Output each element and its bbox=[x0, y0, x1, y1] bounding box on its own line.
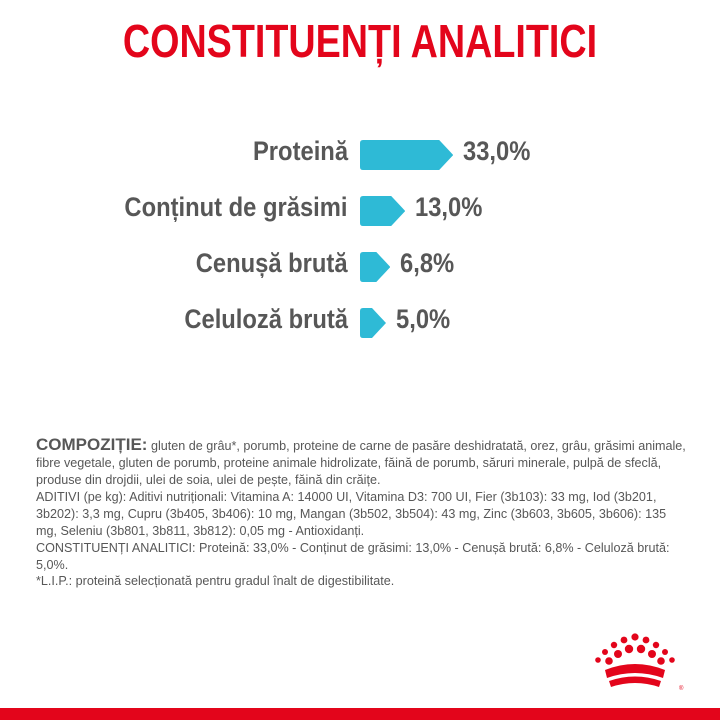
chart-category-label: Conținut de grăsimi bbox=[124, 192, 348, 222]
composition-analytical: CONSTITUENȚI ANALITICI: Proteină: 33,0% - Conținut de grăsimi: 13,0% - Cenușă brută: 6,8% - Celuloză brută: 5,0%. bbox=[36, 541, 670, 572]
chart-category-label: Celuloză brută bbox=[184, 304, 348, 334]
chart-row bbox=[0, 136, 720, 172]
chart-bar bbox=[360, 196, 405, 226]
chart-bar bbox=[360, 252, 390, 282]
chart-value-label: 13,0% bbox=[415, 192, 483, 222]
footnote: *L.I.P.: proteină selecționată pentru gradul înalt de digestibilitate. bbox=[36, 574, 395, 588]
composition-ingredients: gluten de grâu*, porumb, proteine de carne de pasăre deshidratată, orez, grâu, grăsimi animale, fibre vegetale, gluten de porumb, proteine animale hidrolizate, făină de porumb, săruri minerale, pulpă de sfeclă, produse din drojdii, ulei de soia, ulei de pește, făină din crăițe. bbox=[36, 439, 686, 487]
chart-category-label: Cenușă brută bbox=[196, 248, 348, 278]
chart-value-label: 33,0% bbox=[463, 136, 531, 166]
chart-bar-shape bbox=[360, 140, 453, 170]
composition-additives: ADITIVI (pe kg): Aditivi nutriționali: Vitamina A: 14000 UI, Vitamina D3: 700 UI, Fier (3b103): 33 mg, Iod (3b201, 3b202): 3,3 mg, Cupru (3b405, 3b406): 10 mg, Mangan (3b502, 3b504): 43 mg, Zinc (3b603, 3b605, 3b606): 135 mg, Seleniu (3b801, 3b811, 3b812): 0,05 mg - Antioxidanți. bbox=[36, 490, 667, 538]
royal-crown-icon bbox=[585, 632, 685, 694]
chart-bar-shape bbox=[360, 196, 405, 226]
composition-block bbox=[36, 436, 686, 574]
chart-value-label: 6,8% bbox=[400, 248, 455, 278]
chart-row bbox=[0, 248, 720, 284]
chart-bar-shape bbox=[360, 308, 386, 338]
chart-bar bbox=[360, 140, 453, 170]
chart-row bbox=[0, 304, 720, 340]
chart-bar bbox=[360, 308, 386, 338]
page-title: CONSTITUENȚI ANALITICI bbox=[122, 15, 598, 67]
svg-text:®: ® bbox=[679, 686, 684, 692]
chart-row bbox=[0, 192, 720, 228]
composition-heading: COMPOZIȚIE: bbox=[36, 435, 148, 454]
chart-bar-shape bbox=[360, 252, 390, 282]
chart-category-label: Proteină bbox=[252, 136, 348, 166]
chart-value-label: 5,0% bbox=[396, 304, 451, 334]
composition-paragraph bbox=[36, 436, 686, 489]
bottom-stripe bbox=[0, 708, 720, 720]
